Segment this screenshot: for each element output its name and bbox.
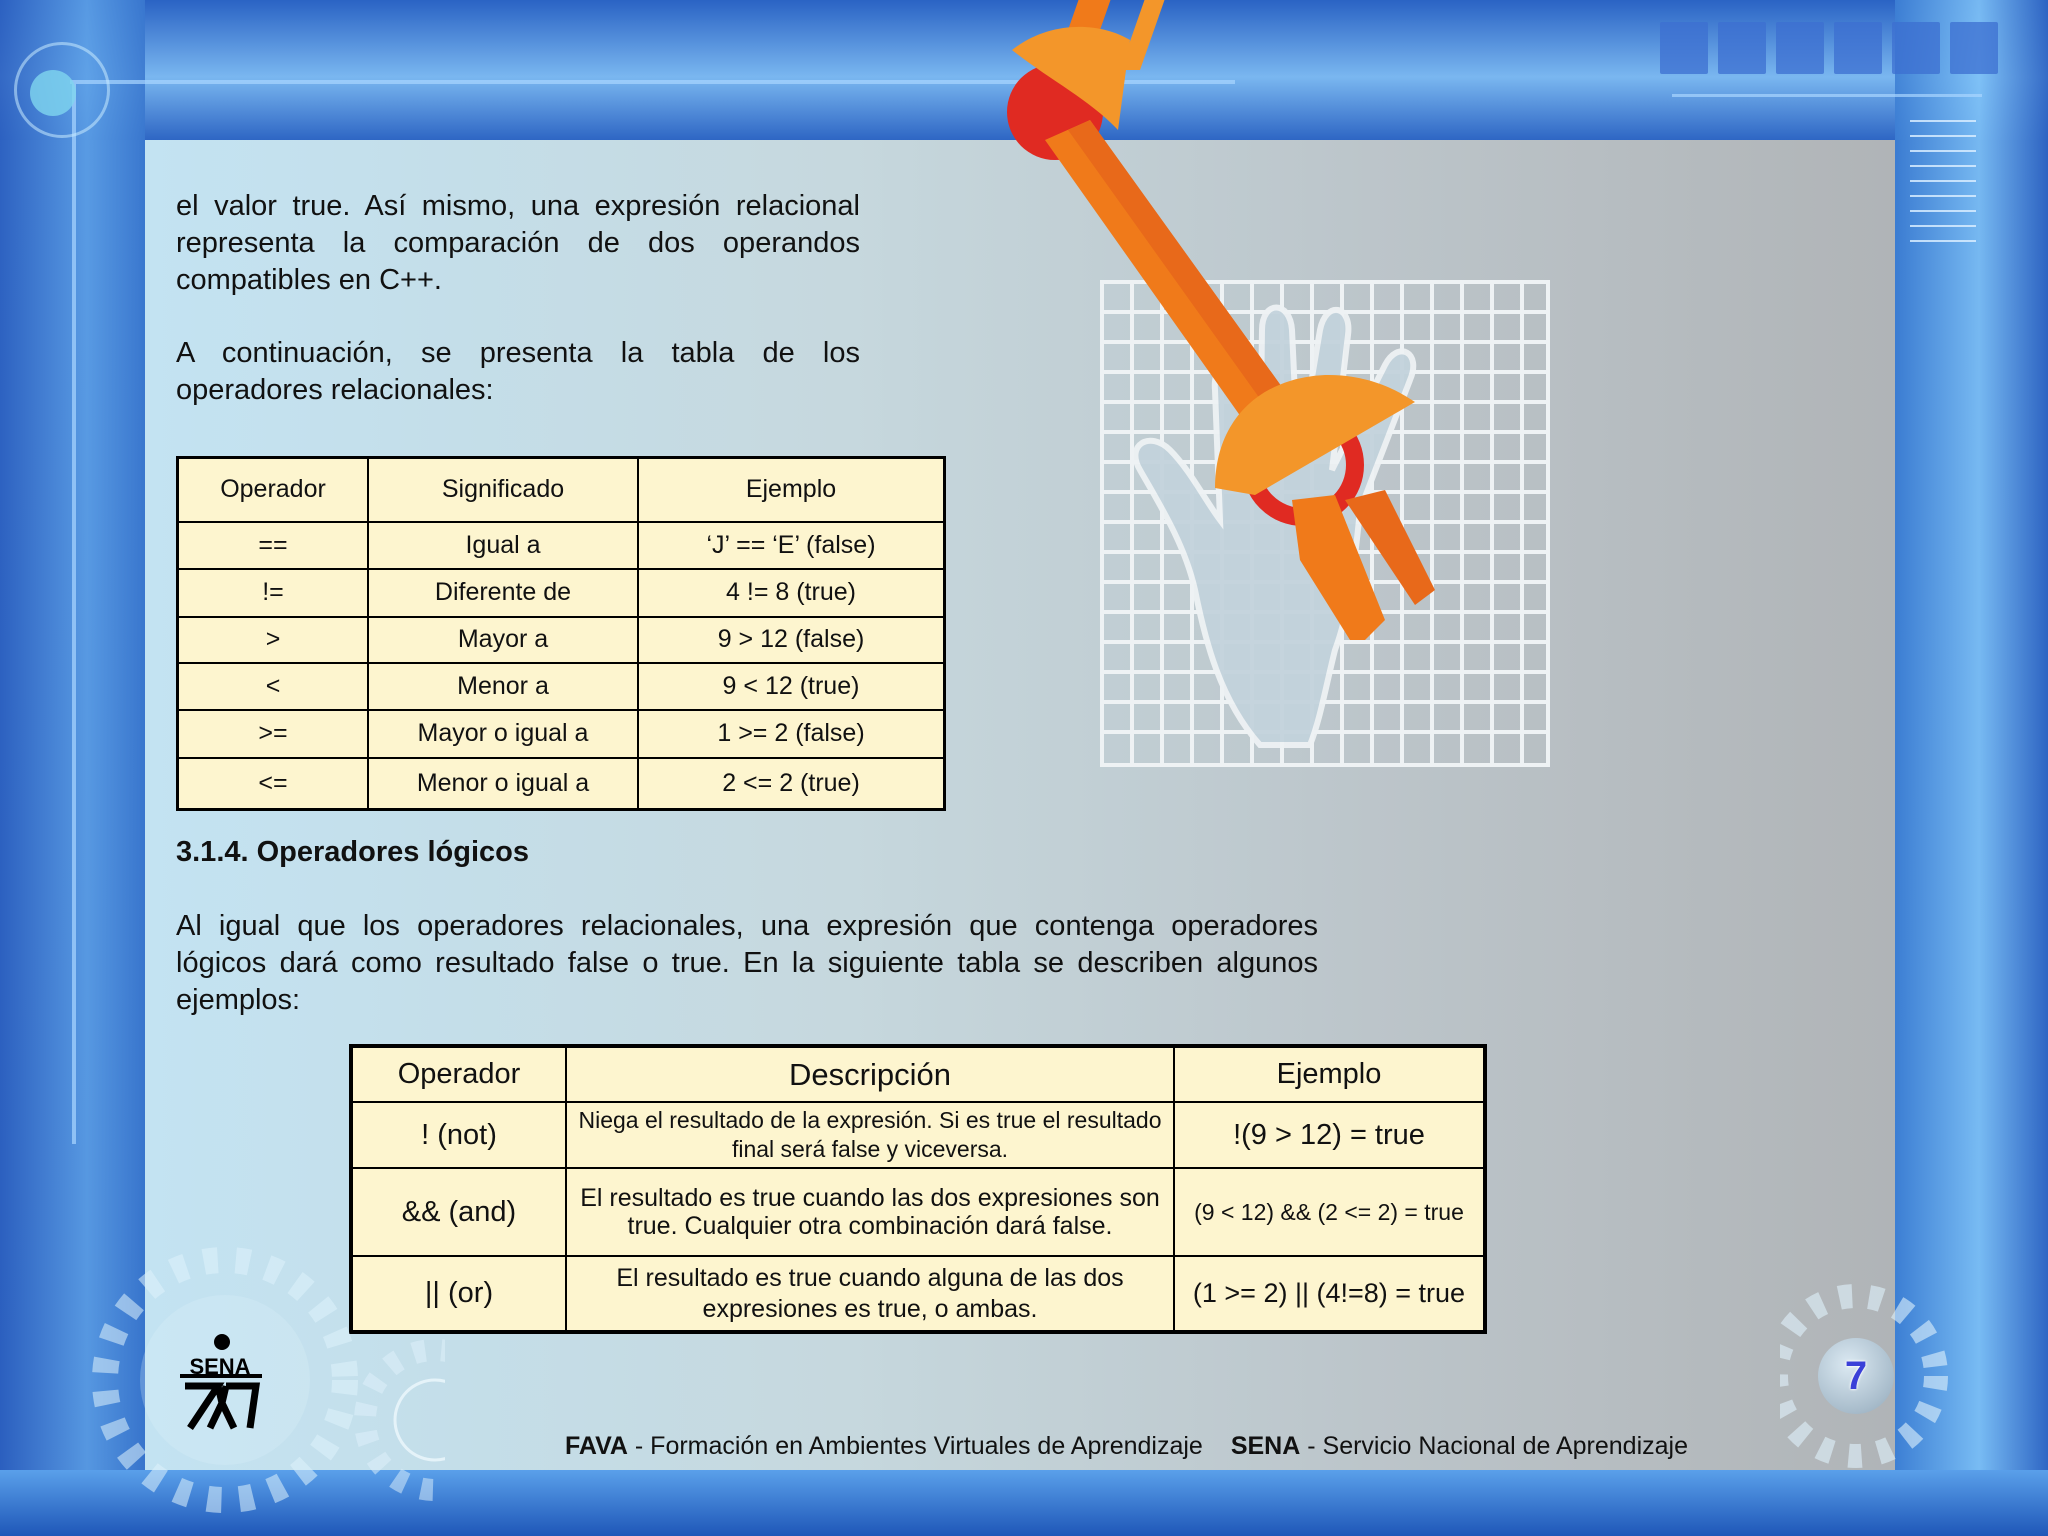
- table-row: [178, 663, 945, 710]
- top-left-gear-core: [30, 70, 76, 116]
- operator-cell: && (and): [351, 1168, 566, 1256]
- table-row: [178, 758, 945, 810]
- sena-logo: [170, 1328, 270, 1438]
- operator-cell: <: [178, 663, 369, 710]
- table-row: [178, 569, 945, 617]
- paragraph-table-intro: A continuación, se presenta la tabla de los operadores relacionales:: [176, 337, 860, 406]
- footer-fava-label: FAVA: [565, 1432, 628, 1460]
- table-row: [178, 522, 945, 569]
- example-cell: ‘J’ == ‘E’ (false): [638, 522, 945, 569]
- example-cell: 2 <= 2 (true): [638, 758, 945, 810]
- description-cell: El resultado es true cuando alguna de las dos expresiones es true, o ambas.: [566, 1256, 1174, 1332]
- header-significado: Significado: [368, 458, 638, 522]
- header-descripcion: Descripción: [566, 1046, 1174, 1102]
- meaning-cell: Diferente de: [368, 569, 638, 617]
- section-heading: 3.1.4. Operadores lógicos: [176, 836, 529, 868]
- operator-cell: ! (not): [351, 1102, 566, 1168]
- description-cell: Niega el resultado de la expresión. Si es true el resultado final será false y viceversa.: [566, 1102, 1174, 1168]
- robot-hand-illustration: [990, 0, 1610, 780]
- meaning-cell: Menor o igual a: [368, 758, 638, 810]
- top-right-blocks: [1660, 22, 1998, 74]
- top-right-deco-line: [1672, 94, 1982, 97]
- header-operador: Operador: [351, 1046, 566, 1102]
- page-number: 7: [1818, 1338, 1894, 1414]
- footer-sena-label: SENA: [1230, 1432, 1301, 1460]
- operator-cell: || (or): [351, 1256, 566, 1332]
- header-ejemplo: Ejemplo: [638, 458, 945, 522]
- left-deco-line: [72, 84, 76, 1144]
- logical-operators-table: [349, 1044, 1487, 1334]
- header-ejemplo: Ejemplo: [1174, 1046, 1485, 1102]
- header-operador: Operador: [178, 458, 369, 522]
- footer: [565, 1432, 1688, 1461]
- table-row: [178, 710, 945, 758]
- table-row: [351, 1168, 1485, 1256]
- meaning-cell: Mayor o igual a: [368, 710, 638, 758]
- example-cell: 4 != 8 (true): [638, 569, 945, 617]
- paragraph-intro: el valor true. Así mismo, una expresión relacional representa la comparación de dos operandos compatibles en C++.: [176, 190, 860, 296]
- example-cell: 9 < 12 (true): [638, 663, 945, 710]
- meaning-cell: Mayor a: [368, 617, 638, 663]
- example-cell: (1 >= 2) || (4!=8) = true: [1174, 1256, 1485, 1332]
- example-cell: 9 > 12 (false): [638, 617, 945, 663]
- operator-cell: ==: [178, 522, 369, 569]
- example-cell: !(9 > 12) = true: [1174, 1102, 1485, 1168]
- meaning-cell: Menor a: [368, 663, 638, 710]
- operator-cell: >: [178, 617, 369, 663]
- relational-operators-table: [176, 456, 946, 811]
- example-cell: (9 < 12) && (2 <= 2) = true: [1174, 1168, 1485, 1256]
- sena-logo-text: SENA: [189, 1354, 251, 1379]
- table-row: [351, 1102, 1485, 1168]
- operator-cell: >=: [178, 710, 369, 758]
- table-header-row: [351, 1046, 1485, 1102]
- right-deco-lines: [1910, 120, 1976, 255]
- paragraph-logical-intro: Al igual que los operadores relacionales, una expresión que contenga operadores lógicos dará como resultado false o true. En la siguiente tabla se describen algunos ejemplos:: [176, 910, 1318, 1016]
- description-cell: El resultado es true cuando las dos expresiones son true. Cualquier otra combinación dará false.: [566, 1168, 1174, 1256]
- table-header-row: [178, 458, 945, 522]
- table-row: [351, 1256, 1485, 1332]
- table-row: [178, 617, 945, 663]
- operator-cell: <=: [178, 758, 369, 810]
- footer-fava-text: - Formación en Ambientes Virtuales de Aprendizaje: [627, 1432, 1203, 1460]
- footer-sena-text: - Servicio Nacional de Aprendizaje: [1300, 1432, 1689, 1460]
- operator-cell: !=: [178, 569, 369, 617]
- meaning-cell: Igual a: [368, 522, 638, 569]
- example-cell: 1 >= 2 (false): [638, 710, 945, 758]
